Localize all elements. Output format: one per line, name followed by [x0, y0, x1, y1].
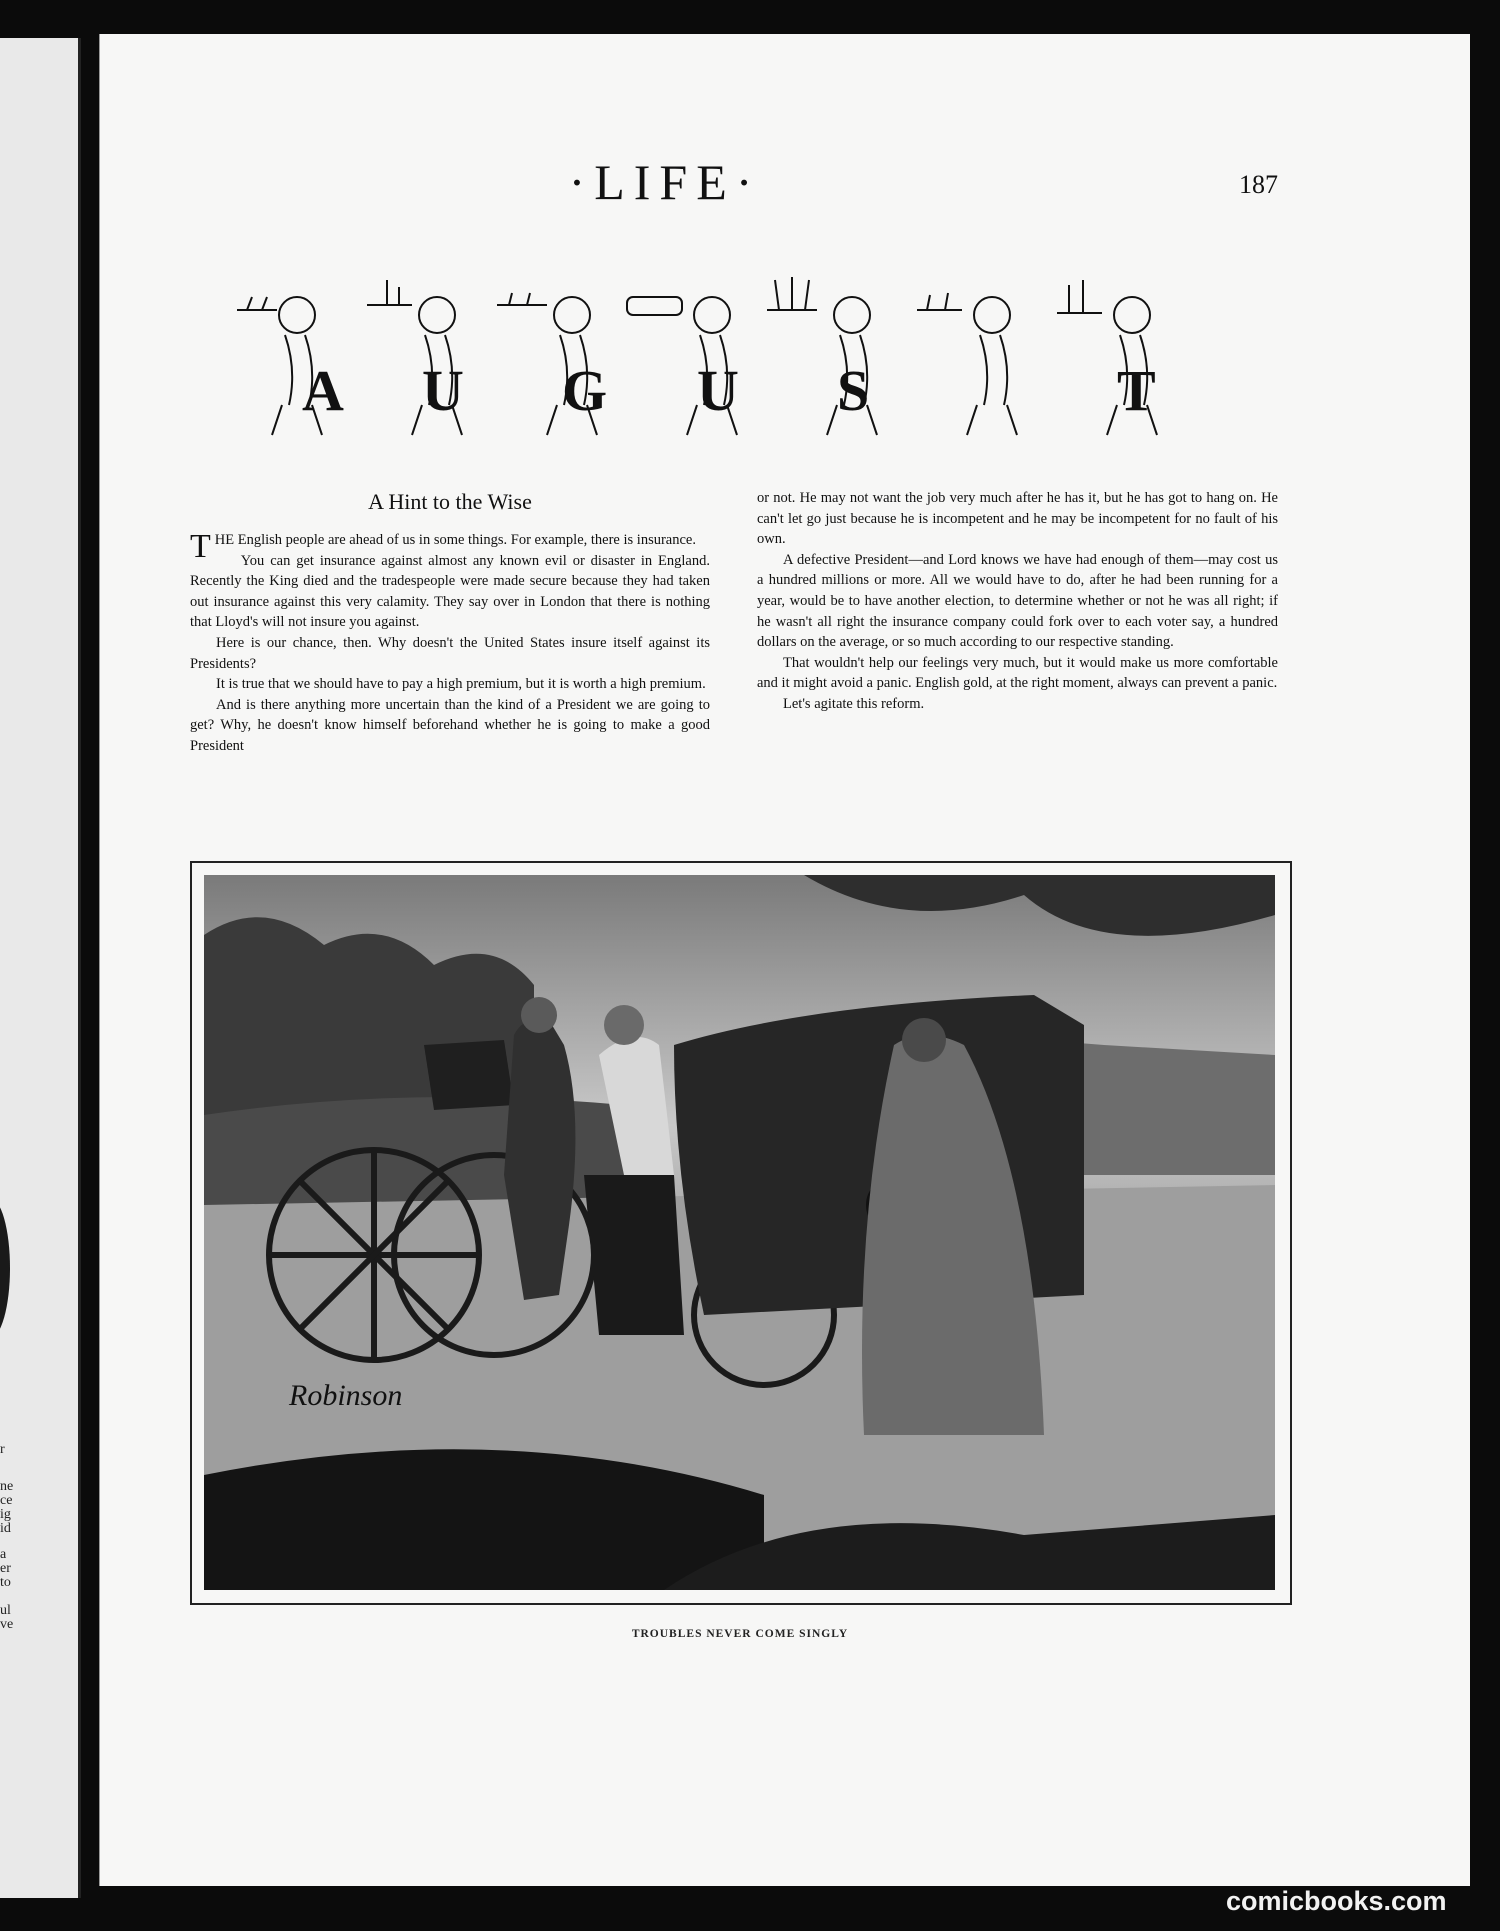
- left-page-text-fragment: ul: [0, 1603, 11, 1618]
- banner-letter: A: [302, 358, 344, 423]
- masthead: ·LIFE·: [568, 154, 762, 210]
- article-paragraph: And is there anything more uncertain than the kind of a President we are going to get? Why, he doesn't know himself beforehand whether he is going to make a good President: [190, 696, 710, 754]
- left-page-text-fragment: er: [0, 1561, 11, 1576]
- artist-signature: Robinson: [289, 1379, 403, 1412]
- carriage-seat: [424, 1040, 514, 1110]
- article-paragraph: or not. He may not want the job very much after he has it, but he has got to hang on. He can't let go just because he is incompetent and he may be incompetent for no fault of his own.: [757, 490, 1278, 548]
- left-page-text-fragment: ne: [0, 1479, 14, 1494]
- article-paragraph: You can get insurance against almost any known evil or disaster in England. Recently the King died and the tradespeople were made secure because they had taken out insurance against this very calamity. They say over in London that there is nothing that Lloyd's will not insure you against.: [190, 552, 710, 631]
- left-page-text-fragment: to: [0, 1575, 11, 1590]
- roadside-scene-illustration: [204, 875, 1275, 1590]
- article-column-left: [190, 530, 710, 757]
- drop-cap: T: [190, 528, 211, 565]
- cherub-figure: [917, 293, 1017, 435]
- banner-letter: T: [1117, 358, 1156, 423]
- left-page-edge: [0, 38, 81, 1898]
- article-paragraph: THE English people are ahead of us in some things. For example, there is insurance.: [190, 528, 696, 565]
- article-paragraph: A defective President—and Lord knows we have had enough of them—may cost us a hundred millions or more. All we would have to do, after he had been running for a year, would be to have another election, to determine whether or not he was all right; if he wasn't all right the insurance company could fork over to each voter say, a hundred dollars on the average, or so much according to our respective standing.: [757, 551, 1278, 651]
- article-title: A Hint to the Wise: [368, 489, 532, 514]
- article-paragraph: It is true that we should have to pay a high premium, but it is worth a high premium.: [216, 676, 706, 693]
- illustration: [204, 875, 1275, 1590]
- august-banner: [227, 275, 1250, 455]
- cherub-banner-illustration: [227, 275, 1250, 455]
- banner-letter: G: [562, 358, 608, 423]
- article-column-right: [757, 488, 1278, 715]
- left-page-text-fragment: a: [0, 1547, 7, 1562]
- banner-letter: U: [697, 358, 739, 423]
- illustration-caption: TROUBLES NEVER COME SINGLY: [631, 1628, 849, 1640]
- left-page-text-fragment: ig: [0, 1507, 11, 1522]
- article-paragraph: Here is our chance, then. Why doesn't the United States insure itself against its Presidents?: [190, 634, 710, 672]
- left-page-text-fragment: id: [0, 1521, 11, 1536]
- left-page-text-fragment: r: [0, 1442, 5, 1457]
- banner-letter: U: [422, 358, 464, 423]
- article-paragraph: Let's agitate this reform.: [783, 695, 925, 712]
- illustration-frame: [190, 861, 1292, 1605]
- watermark: comicbooks.com: [1226, 1886, 1447, 1916]
- left-page-text-fragment: ce: [0, 1493, 13, 1508]
- article-paragraph: That wouldn't help our feelings very much, but it would make us more comfortable and it might avoid a panic. English gold, at the right moment, always can prevent a panic.: [757, 654, 1278, 692]
- left-page-illustration-fragment: [0, 1198, 10, 1338]
- banner-letter: S: [837, 358, 870, 423]
- page-number: 187: [1239, 170, 1278, 199]
- left-page-text-fragment: ve: [0, 1617, 14, 1632]
